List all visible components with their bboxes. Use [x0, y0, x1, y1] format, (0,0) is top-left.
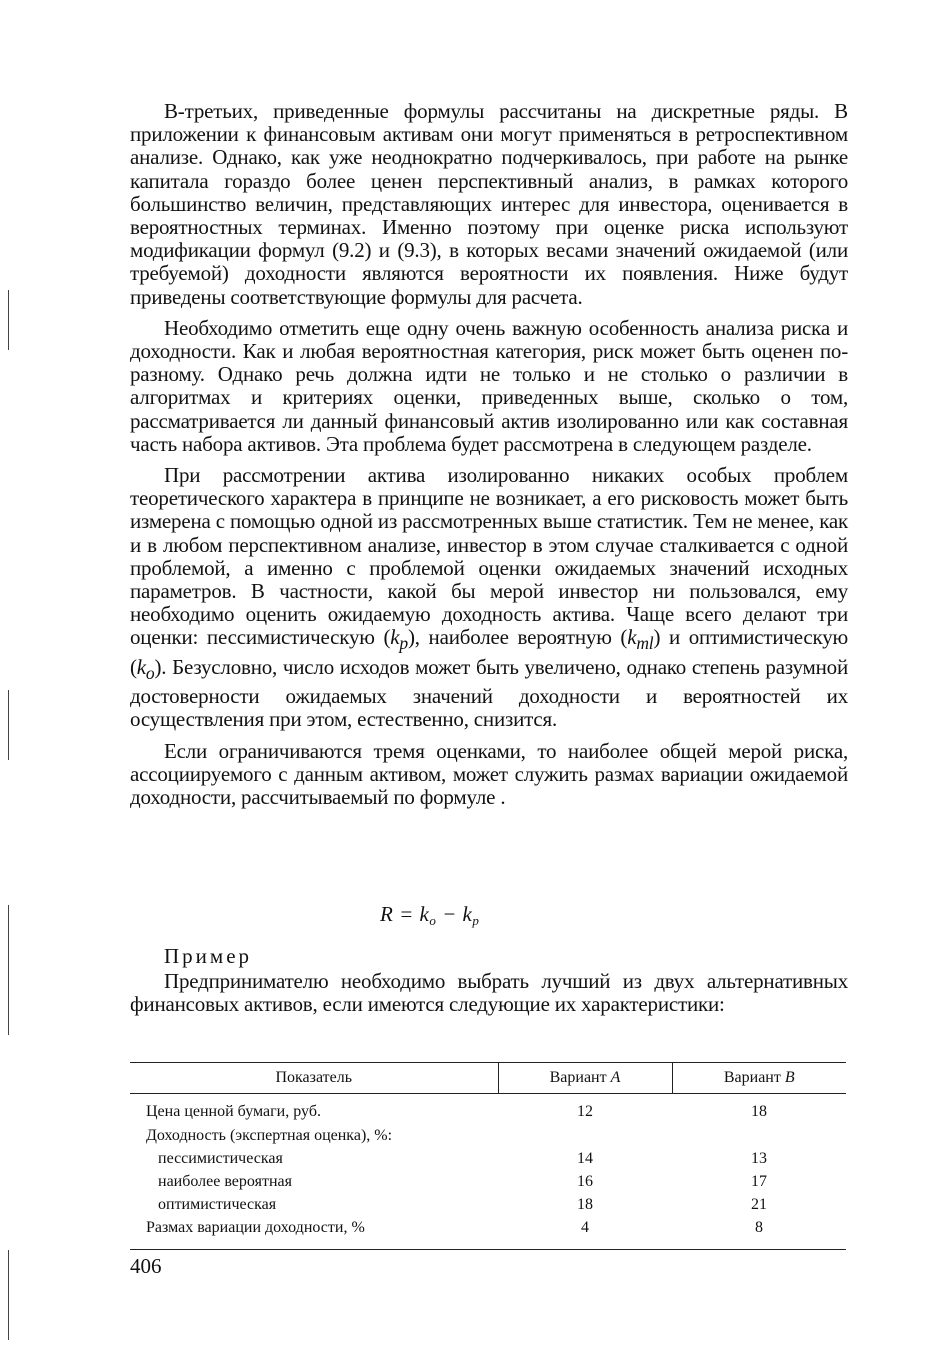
page-number: 406: [130, 1254, 162, 1278]
paragraph-4: Если ограничиваются тремя оценками, то наиболее общей мерой риска, ассоциируемого с данным активом, может служить размах вариации ожидаемой доходности, рассчитываемый по формуле .: [130, 738, 848, 810]
table-row: пессимистическая 14 13: [158, 1149, 767, 1167]
header-variant-b: Вариант B: [672, 1063, 846, 1094]
table-header-row: [130, 1063, 846, 1094]
paragraph-2: Необходимо отметить еще одну очень важную особенность анализа риска и доходности. Как и любая вероятностная категория, риск может быть оценен по-разному. Однако речь должна идти не только и не столько о различии в алгоритмах и критериях оценки, приведенных выше, сколько о том, рассматривается ли данный финансовый актив изолированно или как составная часть набора активов. Эта проблема будет рассмотрена в следующем разделе.: [130, 315, 848, 456]
table-row: Цена ценной бумаги, руб. 12 18: [146, 1103, 767, 1120]
scan-margin-mark: [8, 905, 9, 1035]
paragraph-3: При рассмотрении актива изолированно никаких особых проблем теоретического характера в принципе не возникает, а его рисковость может быть измерена с помощью одной из рассмотренных выше статистик. Тем не менее, как и в любом перспективном анализе, инвестор в этом случае сталкивается с одной проблемой, а именно с проблемой оценки ожидаемых значений исходных параметров. В частности, какой бы мерой инвестор ни пользовался, ему необходимо оценить ожидаемую доходность актива. Чаще всего делают три оценки: пессимистическую $(k_p)$, наиболее вероятную $(k_{ml})$ и оптимистическую $(k_o)$. Безусловно, число исходов может быть увеличено, однако степень разумной достоверности ожидаемых значений доходности и вероятностей их осуществления при этом, естественно, снизится.: [130, 463, 848, 732]
paragraph-1: В-третьих, приведенные формулы рассчитаны на дискретные ряды. В приложении к финансовым активам они могут применяться в ретроспективном анализе. Однако, как уже неоднократно подчеркивалось, при работе на рынке капитала гораздо более ценен перспективный анализ, в рамках которого большинство величин, представляющих интерес для инвестора, оценивается в вероятностных терминах. Именно поэтому при оценке риска используют модификации формул (9.2) и (9.3), в которых весами значений ожидаемой (или требуемой) доходности являются вероятности их появления. Ниже будут приведены соответствующие формулы для расчета.: [130, 99, 848, 309]
scan-margin-mark: [8, 690, 9, 760]
example-text: Предпринимателю необходимо выбрать лучший из двух альтернативных финансовых активов, если имеются следующие их характеристики:: [130, 969, 848, 1017]
example-heading: Пример: [164, 944, 253, 968]
range-formula: $R = k_o - k_p$: [380, 902, 480, 928]
header-indicator: Показатель: [130, 1063, 498, 1094]
table-row: оптимистическая 18 21: [158, 1195, 767, 1213]
table-row: наиболее вероятная 16 17: [158, 1172, 767, 1190]
scan-margin-mark: [8, 1250, 9, 1340]
table-row: Размах вариации доходности, % 4 8: [130, 1216, 846, 1250]
table-row: Доходность (экспертная оценка), %:: [146, 1126, 393, 1144]
header-variant-a: Вариант A: [498, 1063, 672, 1094]
body-text: [130, 100, 848, 817]
comparison-table: [130, 1062, 846, 1250]
scan-margin-mark: [8, 290, 9, 350]
